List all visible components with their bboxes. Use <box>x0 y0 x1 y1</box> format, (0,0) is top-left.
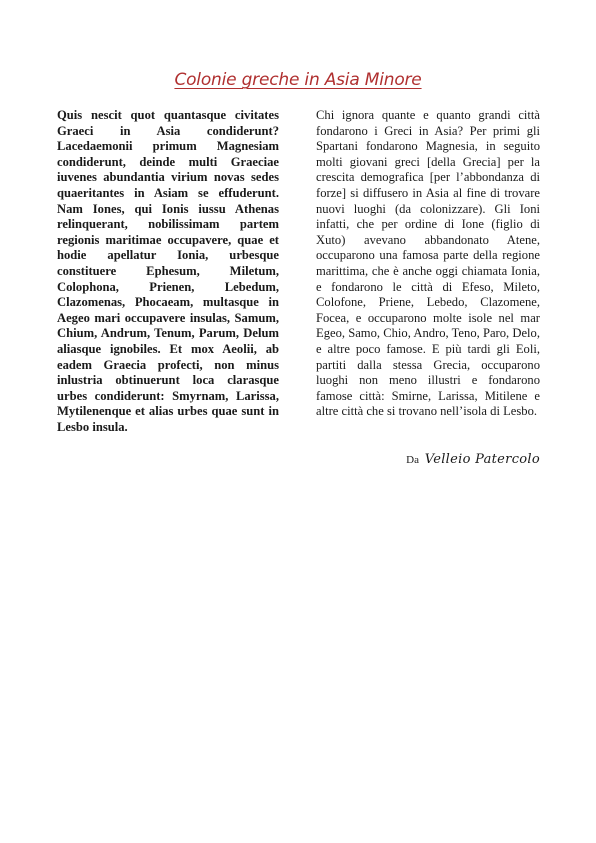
attribution-prefix: Da <box>406 454 419 466</box>
document-title: Colonie greche in Asia Minore <box>174 70 422 90</box>
italian-translation-column: Chi ignora quante e quanto grandi città fondarono i Greci in Asia? Per primi gli Spartani fondarono Magnesia, in seguito molti giovani greci [della Grecia] per la crescita demografica [per l’abbondanza di forze] si diffusero in Asia al fine di trovare nuovi luoghi (da colonizzare). Gli Ioni infatti, che per ordine di Ione (figlio di Xuto) avevano abbandonato Atene, occuparono una famosa parte della regione marittima, che è anche oggi chiamata Ionia, e fondarono le città di Efeso, Mileto, Colofone, Priene, Lebedo, Clazomene, Focea, e occuparono molte isole nel mar Egeo, Samo, Chio, Andro, Teno, Paro, Delo, e altre poco famose. E più tardi gli Eoli, partiti dalla stessa Grecia, occuparono luoghi non meno illustri e fondarono famose città: Smirne, Larissa, Mitilene e altre città che si trovano nell’isola di Lesbo. <box>316 108 540 419</box>
latin-text-column: Quis nescit quot quantasque civitates Graeci in Asia condiderunt? Lacedaemonii primum Magnesiam condiderunt, deinde multi Graeciae iuvenes abundantia virium novas sedes quaeritantes in Asiam se effuderunt. Nam Iones, qui Ionis iussu Athenas relinquerant, nobilissimam partem regionis maritimae occupavere, quae et hodie apellatur Ionia, urbesque constituere Ephesum, Miletum, Colophona, Prienen, Lebedum, Clazomenas, Phocaeam, multasque in Aegeo mari occupavere insulas, Samum, Chium, Andrum, Tenum, Parum, Delum aliasque ignobiles. Et mox Aeolii, ab eadem Graecia profecti, non minus inlustria obtinuerunt loca clarasque urbes condiderunt: Smyrnam, Larissa, Mytilenenque et alias urbes quae sunt in Lesbo insula. <box>57 108 279 434</box>
source-attribution <box>406 452 540 467</box>
attribution-author: Velleio Patercolo <box>424 452 540 467</box>
